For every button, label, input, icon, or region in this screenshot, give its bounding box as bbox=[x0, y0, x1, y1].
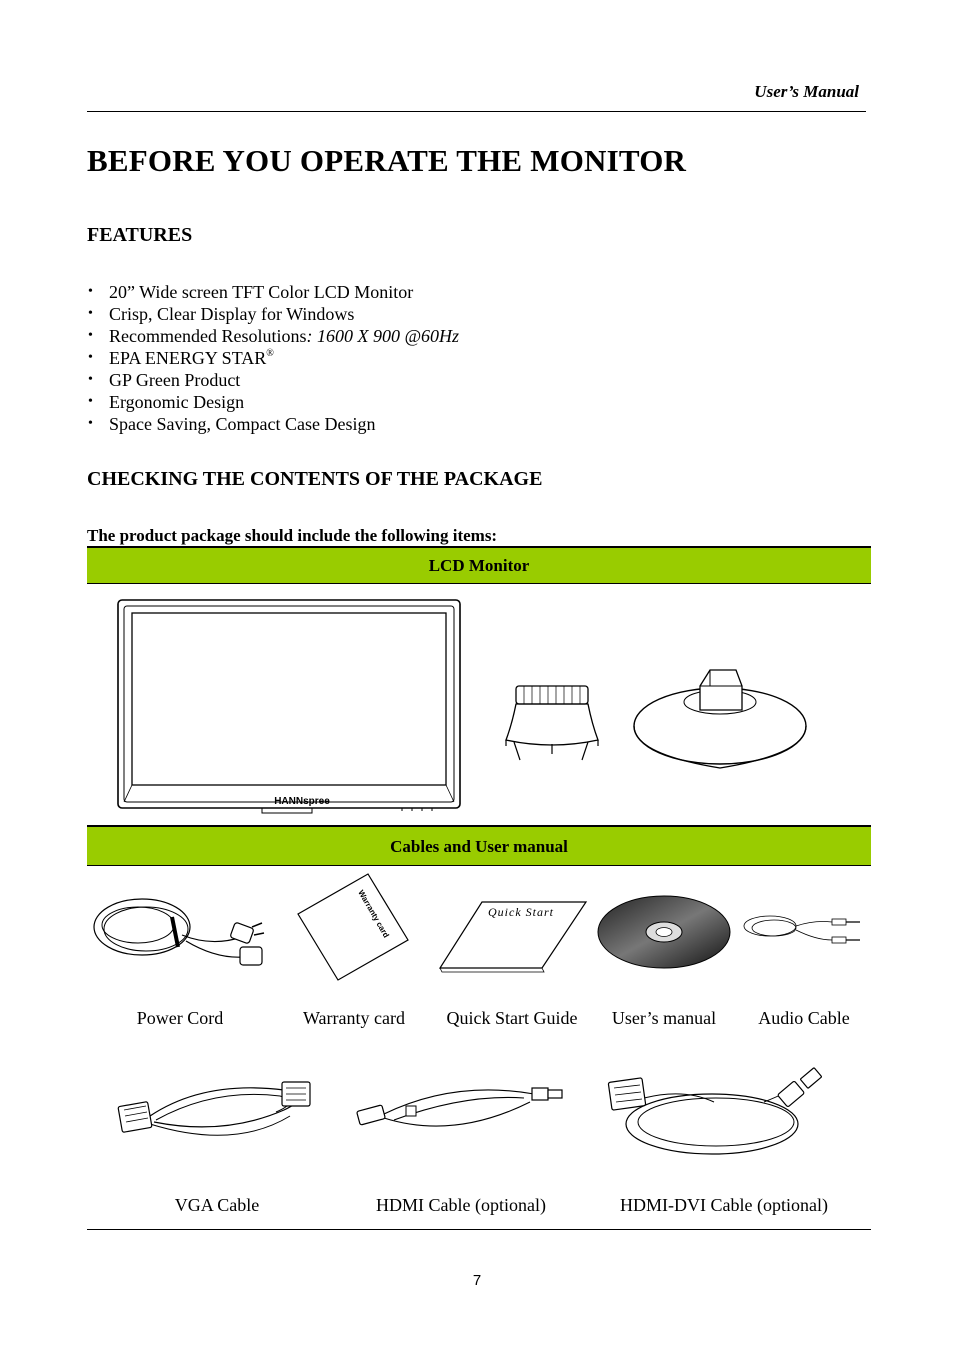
cd-illustration bbox=[596, 893, 732, 971]
stand-base-illustration bbox=[632, 664, 808, 774]
quick-start-illustration bbox=[438, 898, 588, 974]
page-title: BEFORE YOU OPERATE THE MONITOR bbox=[87, 143, 687, 178]
power-cord-illustration bbox=[92, 887, 272, 977]
power-cord-label: Power Cord bbox=[136, 1008, 224, 1028]
quick-start-text: Quick Start bbox=[488, 905, 554, 919]
feature-item: • Ergonomic Design bbox=[87, 391, 459, 413]
cables-manual-bar: Cables and User manual bbox=[87, 825, 871, 866]
feature-item: • Recommended Resolutions: 1600 X 900 @60Hz bbox=[87, 325, 459, 347]
audio-cable-label: Audio Cable bbox=[758, 1008, 850, 1028]
feature-item: • GP Green Product bbox=[87, 369, 459, 391]
header-rule bbox=[87, 111, 866, 112]
header-manual-label: User’s Manual bbox=[754, 82, 859, 101]
feature-item: • Crisp, Clear Display for Windows bbox=[87, 303, 459, 325]
features-heading: FEATURES bbox=[87, 224, 193, 246]
warranty-card-text: Warranty card bbox=[356, 888, 391, 940]
quick-start-guide-label: Quick Start Guide bbox=[446, 1008, 578, 1028]
warranty-card-label: Warranty card bbox=[303, 1008, 405, 1028]
registered-mark: ® bbox=[266, 348, 274, 359]
bottom-rule bbox=[87, 1229, 871, 1230]
stand-neck-illustration bbox=[502, 680, 602, 762]
vga-cable-label: VGA Cable bbox=[174, 1195, 260, 1215]
vga-cable-illustration bbox=[114, 1076, 314, 1148]
users-manual-label: User’s manual bbox=[611, 1008, 717, 1028]
feature-item: • Space Saving, Compact Case Design bbox=[87, 413, 459, 435]
page-number: 7 bbox=[472, 1272, 482, 1289]
hdmi-dvi-cable-label: HDMI-DVI Cable (optional) bbox=[620, 1195, 828, 1215]
features-list bbox=[87, 281, 459, 435]
hdmi-cable-label: HDMI Cable (optional) bbox=[376, 1195, 546, 1215]
feature-item: • 20” Wide screen TFT Color LCD Monitor bbox=[87, 281, 459, 303]
monitor-illustration bbox=[112, 598, 467, 818]
feature-item: • EPA ENERGY STAR® bbox=[87, 347, 459, 369]
hdmi-cable-illustration bbox=[354, 1080, 569, 1142]
resolution-value: : 1600 X 900 @60Hz bbox=[306, 326, 460, 346]
package-intro: The product package should include the following items: bbox=[87, 526, 498, 545]
package-heading: CHECKING THE CONTENTS OF THE PACKAGE bbox=[87, 468, 543, 490]
hdmi-dvi-cable-illustration bbox=[604, 1068, 832, 1158]
lcd-monitor-bar: LCD Monitor bbox=[87, 546, 871, 584]
audio-cable-illustration bbox=[740, 910, 864, 950]
monitor-brand: HANNspree bbox=[274, 796, 330, 807]
warranty-card-illustration bbox=[296, 870, 411, 985]
